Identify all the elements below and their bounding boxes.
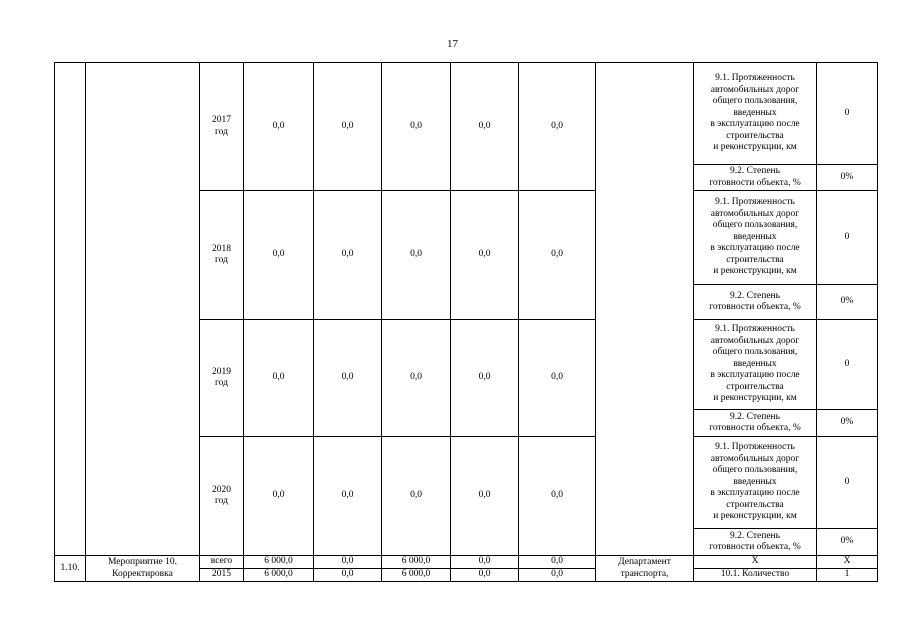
- value-cell: 0,0: [314, 556, 382, 569]
- table-body: [55, 63, 878, 582]
- indicator-value-cell: 0: [817, 191, 878, 285]
- value-cell: 0,0: [519, 437, 596, 556]
- year-cell: 2018 год: [200, 191, 244, 320]
- year-cell: 2017 год: [200, 63, 244, 191]
- indicator-cell: 9.1. Протяженность автомобильных дорог общего пользования, введенных в эксплуатацию после строительства и реконструкции, км: [694, 437, 817, 529]
- value-cell: 0,0: [314, 437, 382, 556]
- value-cell: 0,0: [519, 320, 596, 437]
- value-cell: 0,0: [382, 63, 451, 191]
- value-cell: 0,0: [244, 320, 314, 437]
- indicator-value-cell: 0: [817, 63, 878, 165]
- value-cell: 0,0: [382, 437, 451, 556]
- value-cell: 0,0: [244, 63, 314, 191]
- indicator-cell: 9.2. Степень готовности объекта, %: [694, 529, 817, 556]
- indicator-value-cell: 0%: [817, 165, 878, 191]
- measure-number-cell: 1.10.: [55, 556, 86, 582]
- indicator-cell: 9.2. Степень готовности объекта, %: [694, 165, 817, 191]
- page-number: 17: [447, 38, 458, 50]
- value-cell: 0,0: [451, 191, 519, 320]
- indicator-value-cell: 0: [817, 320, 878, 410]
- measure-name-cell: [86, 63, 200, 556]
- value-cell: 0,0: [244, 437, 314, 556]
- indicator-value-cell: 1: [817, 569, 878, 582]
- period-cell: 2015: [200, 569, 244, 582]
- value-cell: 0,0: [314, 63, 382, 191]
- value-cell: 0,0: [244, 191, 314, 320]
- table-row: [55, 63, 878, 165]
- indicator-cell: 9.1. Протяженность автомобильных дорог общего пользования, введенных в эксплуатацию после строительства и реконструкции, км: [694, 63, 817, 165]
- value-cell: 6 000,0: [244, 556, 314, 569]
- value-cell: 0,0: [382, 191, 451, 320]
- value-cell: 0,0: [519, 556, 596, 569]
- value-cell: 0,0: [451, 437, 519, 556]
- indicator-cell: 9.1. Протяженность автомобильных дорог общего пользования, введенных в эксплуатацию после строительства и реконструкции, км: [694, 191, 817, 285]
- indicator-cell: 9.1. Протяженность автомобильных дорог общего пользования, введенных в эксплуатацию после строительства и реконструкции, км: [694, 320, 817, 410]
- table-row: [55, 556, 878, 569]
- value-cell: 0,0: [451, 320, 519, 437]
- value-cell: 0,0: [451, 63, 519, 191]
- budget-table: [54, 62, 878, 582]
- indicator-value-cell: 0%: [817, 529, 878, 556]
- value-cell: 6 000,0: [382, 569, 451, 582]
- measure-name-cell: Мероприятие 10. Корректировка: [86, 556, 200, 582]
- value-cell: 0,0: [382, 320, 451, 437]
- indicator-cell: X: [694, 556, 817, 569]
- indicator-cell: 9.2. Степень готовности объекта, %: [694, 285, 817, 320]
- department-cell: Департамент транспорта,: [596, 556, 694, 582]
- value-cell: 0,0: [519, 569, 596, 582]
- indicator-value-cell: 0%: [817, 410, 878, 437]
- value-cell: 0,0: [519, 191, 596, 320]
- year-cell: 2020 год: [200, 437, 244, 556]
- indicator-value-cell: 0: [817, 437, 878, 529]
- year-cell: 2019 год: [200, 320, 244, 437]
- indicator-value-cell: X: [817, 556, 878, 569]
- value-cell: 0,0: [451, 556, 519, 569]
- number-cell: [55, 63, 86, 556]
- period-cell: всего: [200, 556, 244, 569]
- indicator-value-cell: 0%: [817, 285, 878, 320]
- value-cell: 0,0: [314, 320, 382, 437]
- value-cell: 0,0: [519, 63, 596, 191]
- value-cell: 0,0: [314, 191, 382, 320]
- value-cell: 0,0: [451, 569, 519, 582]
- indicator-cell: 10.1. Количество: [694, 569, 817, 582]
- department-cell: [596, 63, 694, 556]
- value-cell: 0,0: [314, 569, 382, 582]
- value-cell: 6 000,0: [244, 569, 314, 582]
- value-cell: 6 000,0: [382, 556, 451, 569]
- indicator-cell: 9.2. Степень готовности объекта, %: [694, 410, 817, 437]
